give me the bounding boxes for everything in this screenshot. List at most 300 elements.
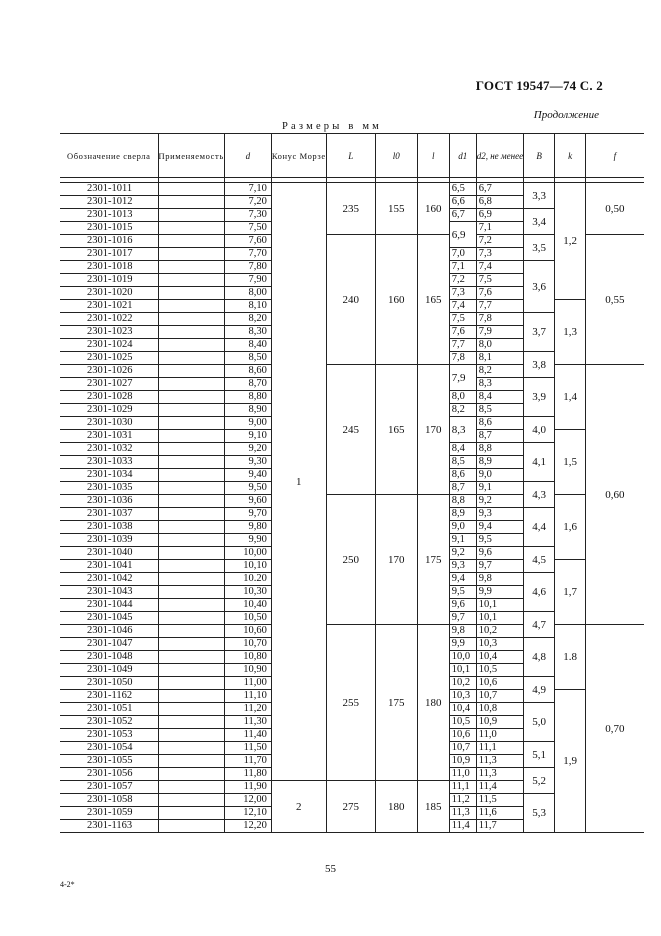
applicability-cell [158, 248, 224, 261]
applicability-cell [158, 573, 224, 586]
d1-value: 7,0 [449, 248, 476, 261]
d1-value: 10,4 [449, 703, 476, 716]
drill-designation: 2301-1039 [60, 534, 158, 547]
drill-designation: 2301-1052 [60, 716, 158, 729]
d1-value: 10,7 [449, 742, 476, 755]
d2-value: 9,6 [476, 547, 523, 560]
d1-value: 9,2 [449, 547, 476, 560]
applicability-cell [158, 274, 224, 287]
drill-designation: 2301-1024 [60, 339, 158, 352]
applicability-cell [158, 729, 224, 742]
drill-designation: 2301-1027 [60, 378, 158, 391]
d1-value: 6,5 [449, 183, 476, 196]
drill-designation: 2301-1049 [60, 664, 158, 677]
diameter-d: 7,20 [224, 196, 271, 209]
d2-value: 11,4 [476, 781, 523, 794]
drill-designation: 2301-1019 [60, 274, 158, 287]
applicability-cell [158, 235, 224, 248]
d1-value: 11,3 [449, 807, 476, 820]
applicability-cell [158, 781, 224, 794]
applicability-cell [158, 690, 224, 703]
d2-value: 8,5 [476, 404, 523, 417]
header-l: l [417, 134, 449, 178]
drill-designation: 2301-1016 [60, 235, 158, 248]
drill-designation: 2301-1057 [60, 781, 158, 794]
drill-designation: 2301-1053 [60, 729, 158, 742]
table-row [60, 365, 644, 378]
diameter-d: 9,70 [224, 508, 271, 521]
drill-designation: 2301-1038 [60, 521, 158, 534]
B-value: 3,4 [524, 209, 555, 235]
L-value: 275 [326, 781, 375, 833]
diameter-d: 9,90 [224, 534, 271, 547]
diameter-d: 11,40 [224, 729, 271, 742]
diameter-d: 11,70 [224, 755, 271, 768]
d2-value: 10,1 [476, 612, 523, 625]
drill-designation: 2301-1032 [60, 443, 158, 456]
applicability-cell [158, 391, 224, 404]
drill-designation: 2301-1026 [60, 365, 158, 378]
d1-value: 7,1 [449, 261, 476, 274]
diameter-d: 10,50 [224, 612, 271, 625]
drill-designation: 2301-1048 [60, 651, 158, 664]
diameter-d: 11,00 [224, 677, 271, 690]
applicability-cell [158, 612, 224, 625]
d2-value: 9,9 [476, 586, 523, 599]
drill-designation: 2301-1030 [60, 417, 158, 430]
B-value: 3,3 [524, 183, 555, 209]
drill-designation: 2301-1047 [60, 638, 158, 651]
drill-designation: 2301-1037 [60, 508, 158, 521]
d2-value: 9,4 [476, 521, 523, 534]
diameter-d: 9,20 [224, 443, 271, 456]
l-value: 175 [417, 495, 449, 625]
d1-value: 6,7 [449, 209, 476, 222]
drill-designation: 2301-1011 [60, 183, 158, 196]
diameter-d: 8,60 [224, 365, 271, 378]
d1-value: 8,8 [449, 495, 476, 508]
d2-value: 6,8 [476, 196, 523, 209]
d2-value: 10,8 [476, 703, 523, 716]
dimensions-caption: Размеры в мм [282, 121, 383, 132]
diameter-d: 10,80 [224, 651, 271, 664]
diameter-d: 11,10 [224, 690, 271, 703]
morse-value: 1 [271, 183, 326, 781]
d2-value: 8,6 [476, 417, 523, 430]
d2-value: 9,5 [476, 534, 523, 547]
k-value: 1,3 [555, 300, 586, 365]
diameter-d: 8,50 [224, 352, 271, 365]
B-value: 4,5 [524, 547, 555, 573]
header-d2: d2, не менее [476, 134, 523, 178]
table-body [60, 183, 644, 833]
drill-designation: 2301-1036 [60, 495, 158, 508]
diameter-d: 8,80 [224, 391, 271, 404]
B-value: 3,8 [524, 352, 555, 378]
d1-value: 9,4 [449, 573, 476, 586]
diameter-d: 10,10 [224, 560, 271, 573]
L-value: 240 [326, 235, 375, 365]
L-value: 245 [326, 365, 375, 495]
l0-value: 165 [375, 365, 417, 495]
diameter-d: 11,30 [224, 716, 271, 729]
drill-designation: 2301-1163 [60, 820, 158, 833]
d2-value: 8,9 [476, 456, 523, 469]
d1-value: 8,9 [449, 508, 476, 521]
diameter-d: 8,30 [224, 326, 271, 339]
B-value: 4,3 [524, 482, 555, 508]
drill-designation: 2301-1054 [60, 742, 158, 755]
d1-value: 9,6 [449, 599, 476, 612]
d2-value: 10,4 [476, 651, 523, 664]
d2-value: 10,3 [476, 638, 523, 651]
d1-value: 7,2 [449, 274, 476, 287]
l-value: 170 [417, 365, 449, 495]
header-L: L [326, 134, 375, 178]
l0-value: 160 [375, 235, 417, 365]
B-value: 5,3 [524, 794, 555, 833]
drill-designation: 2301-1029 [60, 404, 158, 417]
d1-value: 8,7 [449, 482, 476, 495]
B-value: 5,1 [524, 742, 555, 768]
l-value: 165 [417, 235, 449, 365]
applicability-cell [158, 352, 224, 365]
applicability-cell [158, 742, 224, 755]
d2-value: 11,7 [476, 820, 523, 833]
applicability-cell [158, 495, 224, 508]
diameter-d: 7,70 [224, 248, 271, 261]
applicability-cell [158, 521, 224, 534]
d1-value: 8,5 [449, 456, 476, 469]
d2-value: 11,5 [476, 794, 523, 807]
diameter-d: 11,20 [224, 703, 271, 716]
drill-designation: 2301-1043 [60, 586, 158, 599]
L-value: 250 [326, 495, 375, 625]
diameter-d: 10,90 [224, 664, 271, 677]
applicability-cell [158, 768, 224, 781]
d1-value: 10,3 [449, 690, 476, 703]
d2-value: 11,6 [476, 807, 523, 820]
diameter-d: 10,00 [224, 547, 271, 560]
l-value: 185 [417, 781, 449, 833]
applicability-cell [158, 365, 224, 378]
k-value: 1,7 [555, 560, 586, 625]
f-value: 0,50 [586, 183, 644, 235]
header-B: B [524, 134, 555, 178]
drill-designation: 2301-1162 [60, 690, 158, 703]
B-value: 3,5 [524, 235, 555, 261]
k-value: 1,4 [555, 365, 586, 430]
d2-value: 7,2 [476, 235, 523, 248]
d1-value: 11,1 [449, 781, 476, 794]
d2-value: 7,8 [476, 313, 523, 326]
table-row [60, 183, 644, 196]
drill-designation: 2301-1012 [60, 196, 158, 209]
d1-value: 10,1 [449, 664, 476, 677]
d2-value: 7,1 [476, 222, 523, 235]
d1-value: 10,9 [449, 755, 476, 768]
drill-designation: 2301-1040 [60, 547, 158, 560]
d2-value: 8,7 [476, 430, 523, 443]
B-value: 5,0 [524, 703, 555, 742]
document-header: ГОСТ 19547—74 С. 2 [475, 78, 603, 93]
drill-designation: 2301-1034 [60, 469, 158, 482]
d2-value: 9,8 [476, 573, 523, 586]
applicability-cell [158, 625, 224, 638]
B-value: 4,0 [524, 417, 555, 443]
d1-value: 11,2 [449, 794, 476, 807]
diameter-d: 7,50 [224, 222, 271, 235]
footer-mark: 4-2* [60, 880, 75, 889]
d1-value: 7,7 [449, 339, 476, 352]
L-value: 235 [326, 183, 375, 235]
f-value: 0,60 [586, 365, 644, 625]
d2-value: 10,1 [476, 599, 523, 612]
drill-designation: 2301-1017 [60, 248, 158, 261]
page-number: 55 [325, 863, 336, 875]
B-value: 4,7 [524, 612, 555, 638]
header-morse: Конус Морзе [271, 134, 326, 178]
B-value: 4,9 [524, 677, 555, 703]
applicability-cell [158, 469, 224, 482]
B-value: 3,7 [524, 313, 555, 352]
diameter-d: 7,30 [224, 209, 271, 222]
drill-designation: 2301-1055 [60, 755, 158, 768]
d2-value: 7,7 [476, 300, 523, 313]
d2-value: 7,4 [476, 261, 523, 274]
drill-designation: 2301-1045 [60, 612, 158, 625]
drill-designation: 2301-1033 [60, 456, 158, 469]
d2-value: 11,3 [476, 755, 523, 768]
drill-designation: 2301-1044 [60, 599, 158, 612]
d2-value: 10,2 [476, 625, 523, 638]
drill-dimensions-table [60, 133, 644, 833]
d1-value: 7,5 [449, 313, 476, 326]
applicability-cell [158, 404, 224, 417]
l0-value: 175 [375, 625, 417, 781]
d2-value: 9,3 [476, 508, 523, 521]
d1-value: 10,6 [449, 729, 476, 742]
B-value: 4,8 [524, 638, 555, 677]
l-value: 160 [417, 183, 449, 235]
d2-value: 8,2 [476, 365, 523, 378]
diameter-d: 9,50 [224, 482, 271, 495]
diameter-d: 7,10 [224, 183, 271, 196]
diameter-d: 12,00 [224, 794, 271, 807]
applicability-cell [158, 651, 224, 664]
diameter-d: 10,70 [224, 638, 271, 651]
drill-designation: 2301-1028 [60, 391, 158, 404]
applicability-cell [158, 222, 224, 235]
header-f: f [586, 134, 644, 178]
d1-value: 7,3 [449, 287, 476, 300]
applicability-cell [158, 300, 224, 313]
k-value: 1,6 [555, 495, 586, 560]
f-value: 0,70 [586, 625, 644, 833]
d2-value: 11,0 [476, 729, 523, 742]
diameter-d: 11,90 [224, 781, 271, 794]
drill-designation: 2301-1051 [60, 703, 158, 716]
applicability-cell [158, 677, 224, 690]
d2-value: 8,3 [476, 378, 523, 391]
l-value: 180 [417, 625, 449, 781]
k-value: 1.8 [555, 625, 586, 690]
drill-designation: 2301-1025 [60, 352, 158, 365]
applicability-cell [158, 456, 224, 469]
drill-designation: 2301-1013 [60, 209, 158, 222]
applicability-cell [158, 755, 224, 768]
diameter-d: 7,80 [224, 261, 271, 274]
drill-designation: 2301-1050 [60, 677, 158, 690]
d2-value: 8,4 [476, 391, 523, 404]
diameter-d: 8,00 [224, 287, 271, 300]
diameter-d: 7,90 [224, 274, 271, 287]
B-value: 5,2 [524, 768, 555, 794]
d2-value: 8,0 [476, 339, 523, 352]
d2-value: 8,8 [476, 443, 523, 456]
table-row [60, 495, 644, 508]
d1-value: 9,8 [449, 625, 476, 638]
d1-value: 7,9 [449, 365, 476, 391]
applicability-cell [158, 417, 224, 430]
drill-designation: 2301-1059 [60, 807, 158, 820]
drill-designation: 2301-1020 [60, 287, 158, 300]
drill-designation: 2301-1058 [60, 794, 158, 807]
applicability-cell [158, 313, 224, 326]
d1-value: 6,6 [449, 196, 476, 209]
drill-designation: 2301-1018 [60, 261, 158, 274]
drill-designation: 2301-1042 [60, 573, 158, 586]
diameter-d: 11,80 [224, 768, 271, 781]
d1-value: 11,4 [449, 820, 476, 833]
k-value: 1,5 [555, 430, 586, 495]
d2-value: 7,9 [476, 326, 523, 339]
header-applicability: Применяемость [158, 134, 224, 178]
d2-value: 11,3 [476, 768, 523, 781]
l0-value: 170 [375, 495, 417, 625]
d1-value: 11,0 [449, 768, 476, 781]
d1-value: 8,0 [449, 391, 476, 404]
l0-value: 155 [375, 183, 417, 235]
applicability-cell [158, 430, 224, 443]
B-value: 4,6 [524, 573, 555, 612]
drill-designation: 2301-1046 [60, 625, 158, 638]
diameter-d: 8,40 [224, 339, 271, 352]
header-l0: l0 [375, 134, 417, 178]
applicability-cell [158, 807, 224, 820]
d2-value: 10,9 [476, 716, 523, 729]
d2-value: 6,9 [476, 209, 523, 222]
applicability-cell [158, 261, 224, 274]
continuation-label: Продолжение [533, 109, 599, 121]
applicability-cell [158, 820, 224, 833]
d1-value: 10,0 [449, 651, 476, 664]
header-designation: Обозначение сверла [60, 134, 158, 178]
d2-value: 6,7 [476, 183, 523, 196]
applicability-cell [158, 664, 224, 677]
d1-value: 8,4 [449, 443, 476, 456]
diameter-d: 8,90 [224, 404, 271, 417]
drill-designation: 2301-1023 [60, 326, 158, 339]
d1-value: 7,6 [449, 326, 476, 339]
d1-value: 6,9 [449, 222, 476, 248]
applicability-cell [158, 716, 224, 729]
diameter-d: 9,00 [224, 417, 271, 430]
applicability-cell [158, 209, 224, 222]
diameter-d: 11,50 [224, 742, 271, 755]
table-row [60, 625, 644, 638]
applicability-cell [158, 703, 224, 716]
diameter-d: 10,30 [224, 586, 271, 599]
d1-value: 8,6 [449, 469, 476, 482]
k-value: 1,2 [555, 183, 586, 300]
drill-designation: 2301-1041 [60, 560, 158, 573]
applicability-cell [158, 547, 224, 560]
f-value: 0,55 [586, 235, 644, 365]
drill-designation: 2301-1035 [60, 482, 158, 495]
d2-value: 10,6 [476, 677, 523, 690]
diameter-d: 12,20 [224, 820, 271, 833]
applicability-cell [158, 378, 224, 391]
d2-value: 10,5 [476, 664, 523, 677]
B-value: 3,9 [524, 378, 555, 417]
d1-value: 9,0 [449, 521, 476, 534]
applicability-cell [158, 287, 224, 300]
applicability-cell [158, 599, 224, 612]
diameter-d: 10,40 [224, 599, 271, 612]
header-d1: d1 [449, 134, 476, 178]
diameter-d: 9,60 [224, 495, 271, 508]
d2-value: 7,6 [476, 287, 523, 300]
d1-value: 10,2 [449, 677, 476, 690]
k-value: 1,9 [555, 690, 586, 833]
morse-value: 2 [271, 781, 326, 833]
applicability-cell [158, 196, 224, 209]
diameter-d: 8,10 [224, 300, 271, 313]
applicability-cell [158, 794, 224, 807]
diameter-d: 9,10 [224, 430, 271, 443]
drill-designation: 2301-1015 [60, 222, 158, 235]
diameter-d: 9,80 [224, 521, 271, 534]
d2-value: 9,2 [476, 495, 523, 508]
d2-value: 9,7 [476, 560, 523, 573]
applicability-cell [158, 326, 224, 339]
d2-value: 10,7 [476, 690, 523, 703]
L-value: 255 [326, 625, 375, 781]
applicability-cell [158, 183, 224, 196]
B-value: 4,1 [524, 443, 555, 482]
applicability-cell [158, 339, 224, 352]
applicability-cell [158, 560, 224, 573]
applicability-cell [158, 443, 224, 456]
diameter-d: 8,20 [224, 313, 271, 326]
d2-value: 8,1 [476, 352, 523, 365]
B-value: 4,4 [524, 508, 555, 547]
d2-value: 7,3 [476, 248, 523, 261]
d1-value: 9,5 [449, 586, 476, 599]
applicability-cell [158, 482, 224, 495]
diameter-d: 9,40 [224, 469, 271, 482]
d1-value: 9,9 [449, 638, 476, 651]
d1-value: 10,5 [449, 716, 476, 729]
applicability-cell [158, 508, 224, 521]
drill-designation: 2301-1022 [60, 313, 158, 326]
drill-designation: 2301-1021 [60, 300, 158, 313]
d1-value: 9,3 [449, 560, 476, 573]
d2-value: 11,1 [476, 742, 523, 755]
diameter-d: 8,70 [224, 378, 271, 391]
drill-designation: 2301-1056 [60, 768, 158, 781]
